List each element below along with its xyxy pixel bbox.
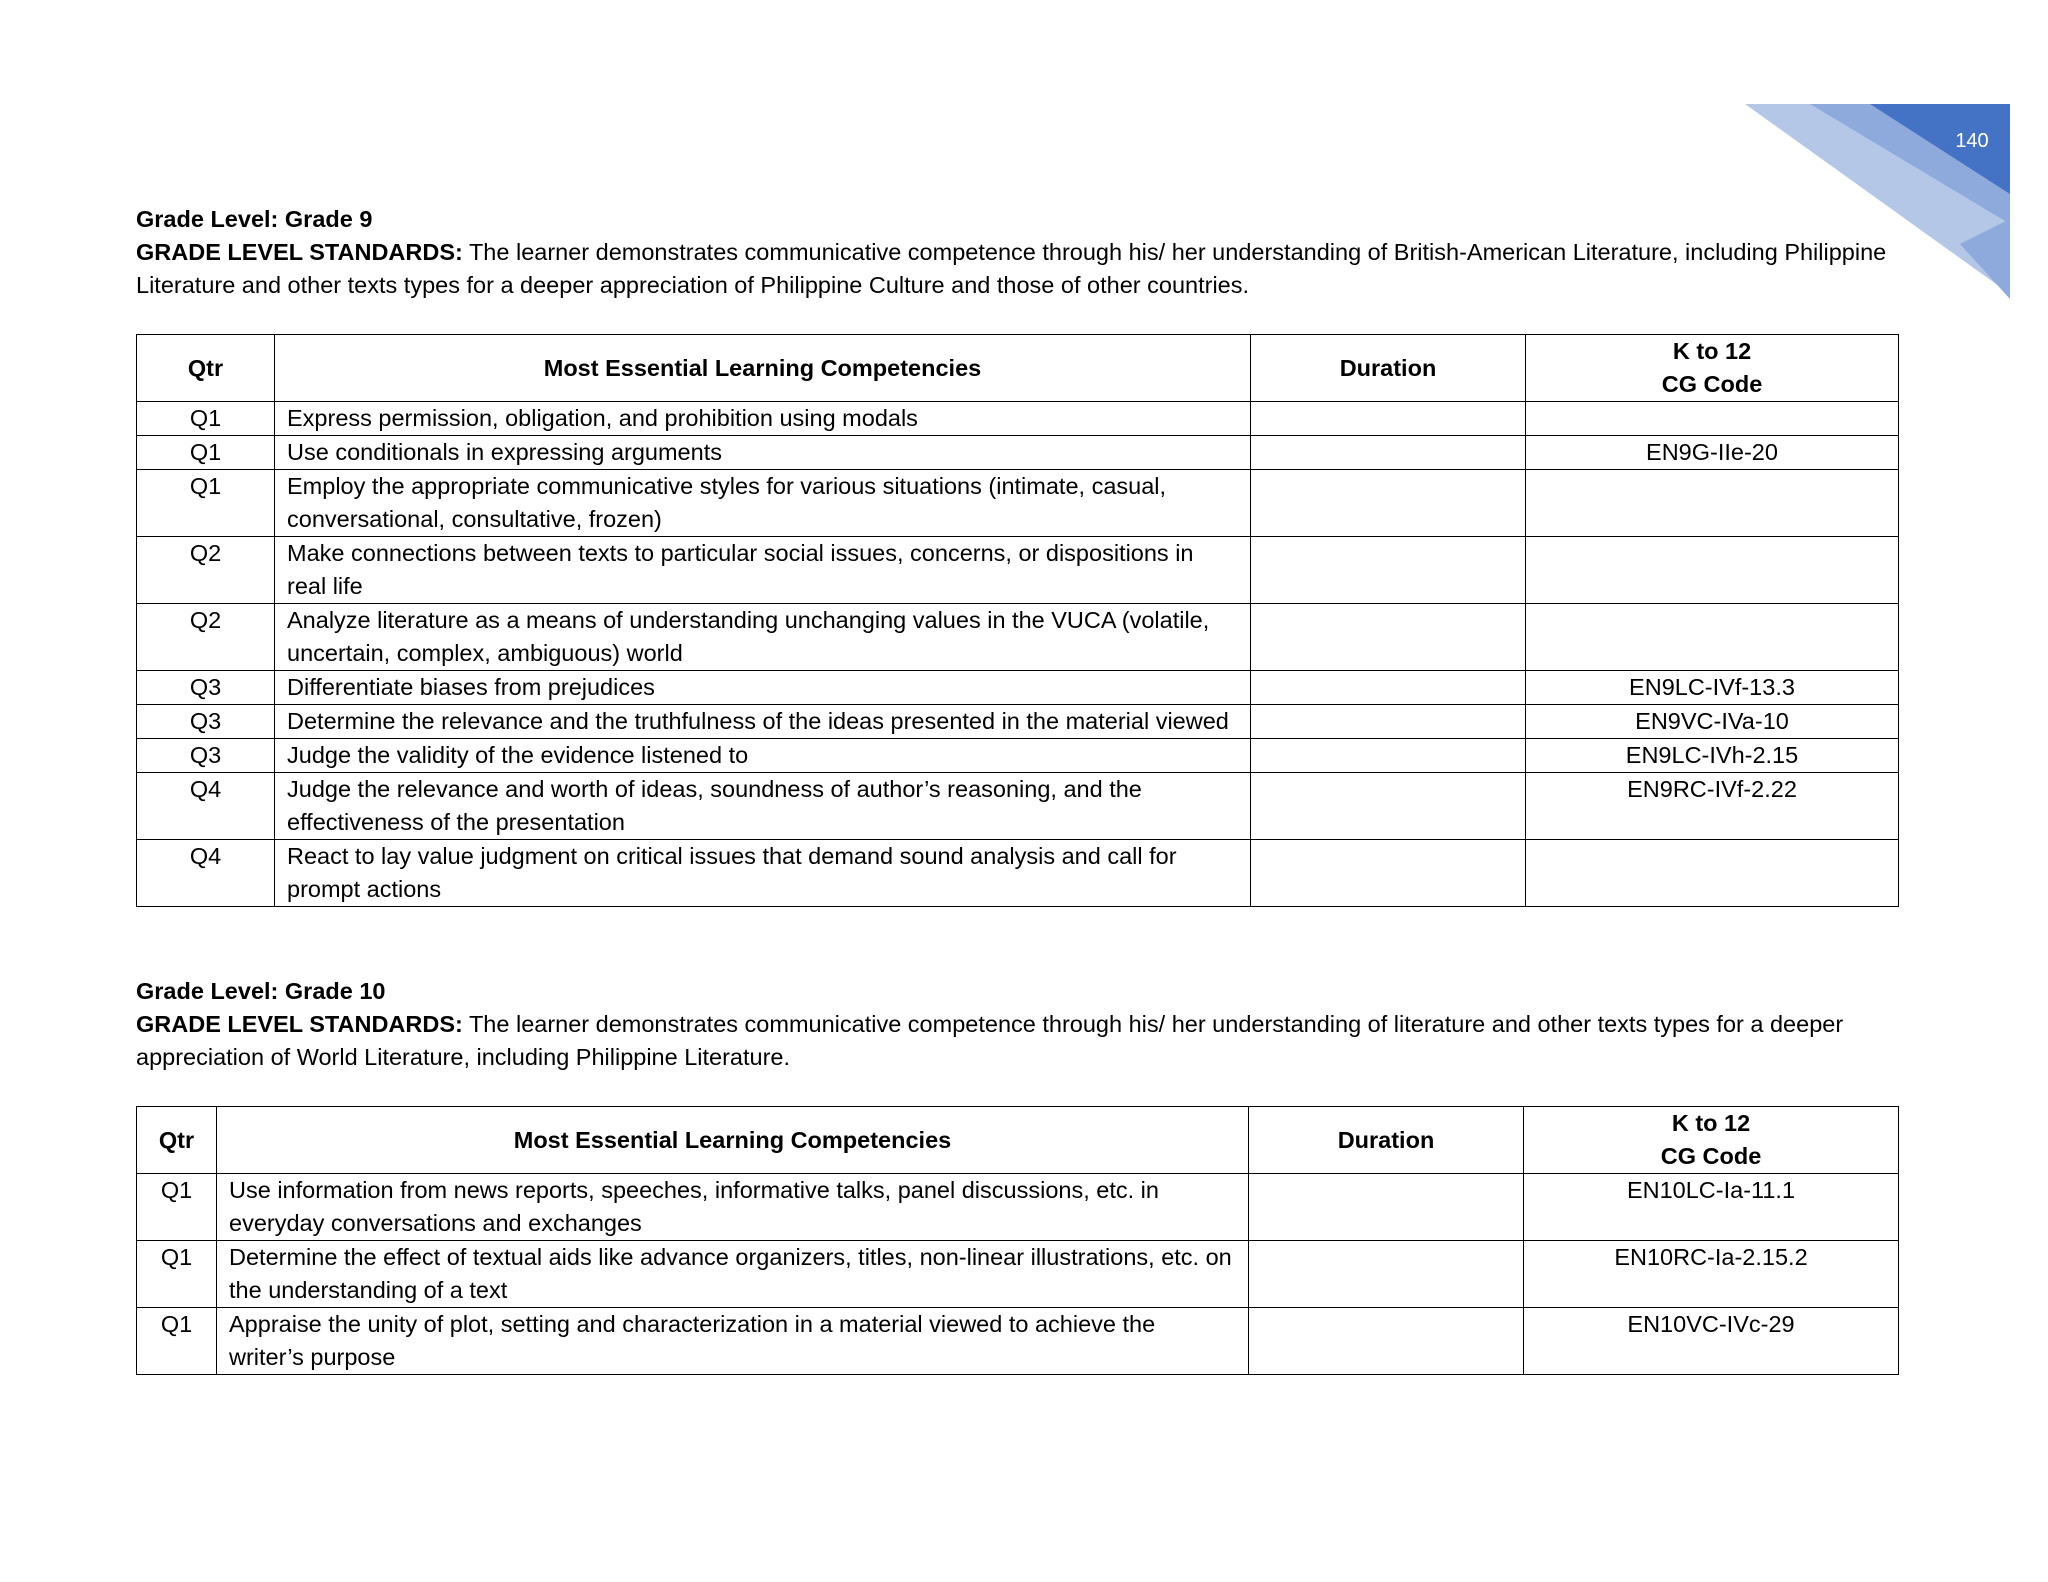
row-cg-code [1526, 840, 1899, 907]
table-row [137, 1241, 1899, 1308]
header-cg-code-line2: CG Code [1660, 1143, 1762, 1169]
row-cg-code [1526, 402, 1899, 436]
table-row [137, 604, 1899, 671]
row-competency: Express permission, obligation, and prohibition using modals [275, 402, 1251, 436]
header-qtr: Qtr [137, 335, 275, 402]
row-qtr: Q1 [137, 436, 275, 470]
row-cg-code: EN9LC-IVh-2.15 [1526, 739, 1899, 773]
row-qtr: Q3 [137, 671, 275, 705]
row-duration [1251, 402, 1526, 436]
row-cg-code: EN9LC-IVf-13.3 [1526, 671, 1899, 705]
table-row [137, 671, 1899, 705]
table-row [137, 1174, 1899, 1241]
row-qtr: Q3 [137, 739, 275, 773]
row-qtr: Q1 [137, 1308, 217, 1375]
row-duration [1251, 537, 1526, 604]
row-duration [1249, 1174, 1524, 1241]
row-qtr: Q1 [137, 402, 275, 436]
row-competency: Differentiate biases from prejudices [275, 671, 1251, 705]
row-cg-code [1526, 604, 1899, 671]
header-duration: Duration [1251, 335, 1526, 402]
row-competency: React to lay value judgment on critical issues that demand sound analysis and call for prompt actions [275, 840, 1251, 907]
header-cg-code-line2: CG Code [1661, 371, 1763, 397]
table-header-row [137, 1107, 1899, 1174]
table-row [137, 537, 1899, 604]
row-cg-code: EN9VC-IVa-10 [1526, 705, 1899, 739]
row-cg-code: EN9G-IIe-20 [1526, 436, 1899, 470]
row-qtr: Q1 [137, 1174, 217, 1241]
header-mel: Most Essential Learning Competencies [275, 335, 1251, 402]
header-cg-code [1526, 335, 1899, 402]
row-cg-code [1526, 537, 1899, 604]
header-qtr: Qtr [137, 1107, 217, 1174]
grade9-level-label: Grade Level: Grade 9 [136, 206, 373, 232]
row-cg-code [1526, 470, 1899, 537]
row-duration [1249, 1241, 1524, 1308]
row-duration [1251, 705, 1526, 739]
header-cg-code-line1: K to 12 [1672, 338, 1752, 364]
header-mel: Most Essential Learning Competencies [217, 1107, 1249, 1174]
grade9-table [136, 334, 1899, 907]
row-competency: Determine the effect of textual aids like advance organizers, titles, non-linear illustrations, etc. on the understanding of a text [217, 1241, 1249, 1308]
row-qtr: Q1 [137, 1241, 217, 1308]
row-competency: Judge the validity of the evidence listened to [275, 739, 1251, 773]
row-competency: Analyze literature as a means of understanding unchanging values in the VUCA (volatile, uncertain, complex, ambiguous) world [275, 604, 1251, 671]
row-qtr: Q2 [137, 537, 275, 604]
grade10-standards-label: GRADE LEVEL STANDARDS: [136, 1011, 463, 1037]
table-row [137, 470, 1899, 537]
row-competency: Use conditionals in expressing arguments [275, 436, 1251, 470]
grade9-heading [136, 203, 1936, 302]
row-duration [1251, 671, 1526, 705]
header-duration: Duration [1249, 1107, 1524, 1174]
table-header-row [137, 335, 1899, 402]
table-row [137, 739, 1899, 773]
table-row [137, 840, 1899, 907]
grade10-heading [136, 975, 1936, 1074]
header-cg-code-line1: K to 12 [1671, 1110, 1751, 1136]
table-row [137, 1308, 1899, 1375]
row-qtr: Q4 [137, 773, 275, 840]
table-row [137, 436, 1899, 470]
row-qtr: Q3 [137, 705, 275, 739]
row-duration [1251, 739, 1526, 773]
row-competency: Make connections between texts to particular social issues, concerns, or dispositions in real life [275, 537, 1251, 604]
row-duration [1251, 840, 1526, 907]
row-duration [1251, 773, 1526, 840]
row-competency: Appraise the unity of plot, setting and characterization in a material viewed to achieve the writer’s purpose [217, 1308, 1249, 1375]
grade10-level-label: Grade Level: Grade 10 [136, 978, 386, 1004]
row-competency: Determine the relevance and the truthfulness of the ideas presented in the material viewed [275, 705, 1251, 739]
grade10-table [136, 1106, 1899, 1375]
row-cg-code: EN10LC-Ia-11.1 [1524, 1174, 1899, 1241]
grade9-standards [136, 236, 1936, 302]
grade9-standards-label: GRADE LEVEL STANDARDS: [136, 239, 463, 265]
row-duration [1251, 604, 1526, 671]
grade9-standards-text: The learner demonstrates communicative competence through his/ her understanding of British-American Literature, including Philippine Literature and other texts types for a deeper appreciation of Philippine Culture and those of other countries. [136, 239, 1887, 298]
grade10-standards [136, 1008, 1936, 1074]
page-number: 140 [1955, 130, 1989, 152]
row-cg-code: EN10RC-Ia-2.15.2 [1524, 1241, 1899, 1308]
table-row [137, 773, 1899, 840]
row-qtr: Q2 [137, 604, 275, 671]
row-competency: Use information from news reports, speeches, informative talks, panel discussions, etc. in everyday conversations and exchanges [217, 1174, 1249, 1241]
row-cg-code: EN10VC-IVc-29 [1524, 1308, 1899, 1375]
header-cg-code [1524, 1107, 1899, 1174]
row-competency: Employ the appropriate communicative styles for various situations (intimate, casual, conversational, consultative, frozen) [275, 470, 1251, 537]
row-qtr: Q1 [137, 470, 275, 537]
row-duration [1249, 1308, 1524, 1375]
table-row [137, 402, 1899, 436]
row-cg-code: EN9RC-IVf-2.22 [1526, 773, 1899, 840]
row-qtr: Q4 [137, 840, 275, 907]
row-competency: Judge the relevance and worth of ideas, soundness of author’s reasoning, and the effectiveness of the presentation [275, 773, 1251, 840]
row-duration [1251, 436, 1526, 470]
table-row [137, 705, 1899, 739]
row-duration [1251, 470, 1526, 537]
grade10-standards-text: The learner demonstrates communicative competence through his/ her understanding of literature and other texts types for a deeper appreciation of World Literature, including Philippine Literature. [136, 1011, 1844, 1070]
